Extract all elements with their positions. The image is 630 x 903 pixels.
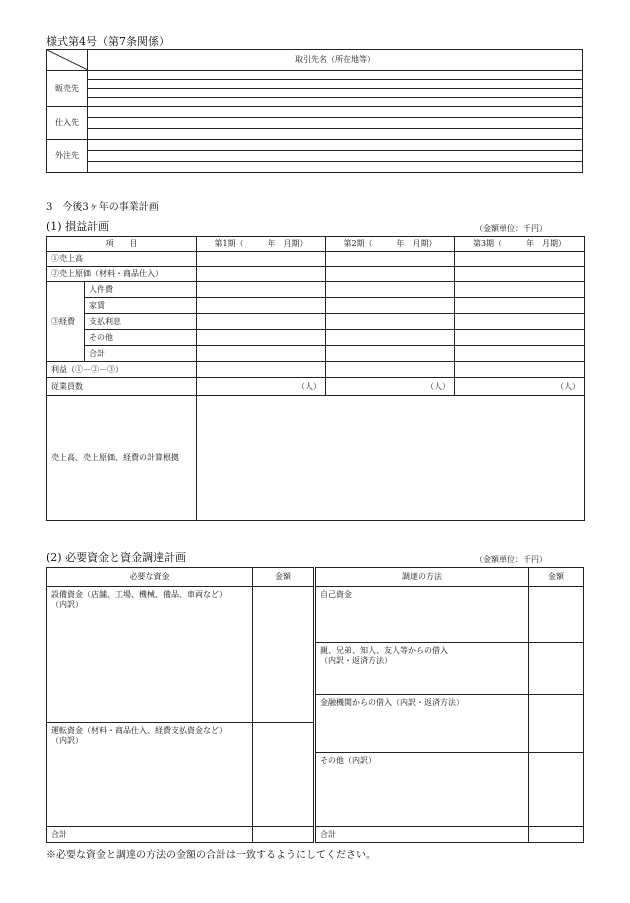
staff-cell[interactable]: （人）: [326, 378, 455, 396]
amount-header: 金額: [253, 568, 314, 587]
period-header: 第1期（ 年 月期）: [197, 237, 326, 252]
pl-value-cell[interactable]: [326, 282, 455, 298]
pl-value-cell[interactable]: [455, 267, 585, 282]
form-title: 様式第4号（第7条関係）: [46, 35, 170, 48]
pl-value-cell[interactable]: [455, 282, 585, 298]
pl-value-cell[interactable]: [455, 252, 585, 267]
pl-value-cell[interactable]: [197, 346, 326, 362]
amount-cell[interactable]: [529, 753, 584, 827]
family-loan-label: 親、兄弟、知人、友人等からの借入: [320, 646, 448, 655]
partner-group-label: 外注先: [47, 140, 88, 173]
partner-entry[interactable]: [88, 89, 583, 98]
equipment-sub: （内訳）: [51, 599, 83, 609]
expense-item-label: 人件費: [85, 282, 197, 298]
pl-value-cell[interactable]: [326, 314, 455, 330]
funds-needed-table: [46, 567, 314, 843]
row-label-profit: 利益（①－②－③）: [47, 362, 197, 378]
needed-header: 必要な資金: [47, 568, 253, 587]
period-header: 第2期（ 年 月期）: [326, 237, 455, 252]
pl-value-cell[interactable]: [197, 314, 326, 330]
row-label-staff: 従業員数: [47, 378, 197, 396]
pl-value-cell[interactable]: [197, 362, 326, 378]
pl-value-cell[interactable]: [326, 267, 455, 282]
expenses-label: ③経費: [47, 282, 85, 362]
partners-table: [46, 49, 583, 173]
pl-value-cell[interactable]: [455, 362, 585, 378]
pl-title: (1) 損益計画: [46, 220, 110, 233]
source-total-label: 合計: [316, 827, 529, 843]
period-header: 第3期（ 年 月期）: [455, 237, 585, 252]
working-funds-cell[interactable]: [47, 723, 253, 827]
bank-loan-label: 金融機関からの借入（内訳・返済方法）: [316, 695, 529, 753]
working-sub: （内訳）: [51, 735, 83, 745]
diagonal-line: [47, 50, 88, 70]
partner-entry[interactable]: [88, 151, 583, 162]
staff-cell[interactable]: （人）: [197, 378, 326, 396]
funds-unit: （金額単位：千円）: [475, 555, 547, 564]
partner-entry[interactable]: [88, 107, 583, 118]
pl-value-cell[interactable]: [455, 330, 585, 346]
row-label-cost: ②売上原価（材料・商品仕入）: [47, 267, 197, 282]
partner-entry[interactable]: [88, 98, 583, 107]
amount-cell[interactable]: [529, 827, 584, 843]
pl-value-cell[interactable]: [197, 282, 326, 298]
col-item-header: 項 目: [47, 237, 197, 252]
pl-value-cell[interactable]: [455, 346, 585, 362]
pl-value-cell[interactable]: [197, 252, 326, 267]
partners-header: 取引先名（所在地等）: [88, 50, 583, 71]
partner-entry[interactable]: [88, 118, 583, 129]
amount-cell[interactable]: [253, 723, 314, 827]
pl-value-cell[interactable]: [326, 298, 455, 314]
pl-value-cell[interactable]: [455, 298, 585, 314]
partner-entry[interactable]: [88, 71, 583, 80]
pl-value-cell[interactable]: [197, 330, 326, 346]
amount-cell[interactable]: [253, 587, 314, 723]
partner-entry[interactable]: [88, 162, 583, 173]
equipment-label: 設備資金（店舗、工場、機械、備品、車両など）: [51, 590, 227, 599]
expense-item-label: 合計: [85, 346, 197, 362]
own-funds-label: 自己資金: [316, 587, 529, 643]
working-label: 運転資金（材料・商品仕入、経費支払資金など）: [51, 726, 227, 735]
partner-entry[interactable]: [88, 80, 583, 89]
row-label-sales: ①売上高: [47, 252, 197, 267]
amount-cell[interactable]: [529, 643, 584, 695]
partner-entry[interactable]: [88, 129, 583, 140]
other-funds-label: その他（内訳）: [316, 753, 529, 827]
pl-value-cell[interactable]: [326, 346, 455, 362]
family-loan-sub: （内訳・返済方法）: [320, 655, 392, 665]
amount-cell[interactable]: [529, 587, 584, 643]
basis-label: 売上高、売上原価、経費の計算根拠: [47, 396, 197, 521]
pl-value-cell[interactable]: [455, 314, 585, 330]
partner-group-label: 仕入先: [47, 107, 88, 140]
pl-value-cell[interactable]: [326, 330, 455, 346]
pl-unit: （金額単位：千円）: [475, 224, 547, 233]
pl-table: [46, 236, 585, 521]
pl-value-cell[interactable]: [326, 252, 455, 267]
basis-input[interactable]: [197, 396, 585, 521]
amount-cell[interactable]: [253, 827, 314, 843]
amount-cell[interactable]: [529, 695, 584, 753]
source-header: 調達の方法: [316, 568, 529, 587]
plan-heading: 3 今後3ヶ年の事業計画: [46, 202, 159, 213]
equipment-funds-cell[interactable]: [47, 587, 253, 723]
expense-item-label: その他: [85, 330, 197, 346]
funds-title: (2) 必要資金と資金調達計画: [46, 551, 187, 564]
footer-note: ※必要な資金と調達の方法の金額の合計は一致するようにしてください。: [46, 850, 376, 861]
diagonal-header-cell: [47, 50, 88, 71]
partner-group-label: 販売先: [47, 71, 88, 107]
family-loan-cell[interactable]: [316, 643, 529, 695]
funds-source-table: [315, 567, 584, 843]
staff-cell[interactable]: （人）: [455, 378, 585, 396]
pl-value-cell[interactable]: [326, 362, 455, 378]
amount-header: 金額: [529, 568, 584, 587]
expense-item-label: 家賃: [85, 298, 197, 314]
pl-value-cell[interactable]: [197, 267, 326, 282]
partner-entry[interactable]: [88, 140, 583, 151]
needed-total-label: 合計: [47, 827, 253, 843]
pl-value-cell[interactable]: [197, 298, 326, 314]
expense-item-label: 支払利息: [85, 314, 197, 330]
